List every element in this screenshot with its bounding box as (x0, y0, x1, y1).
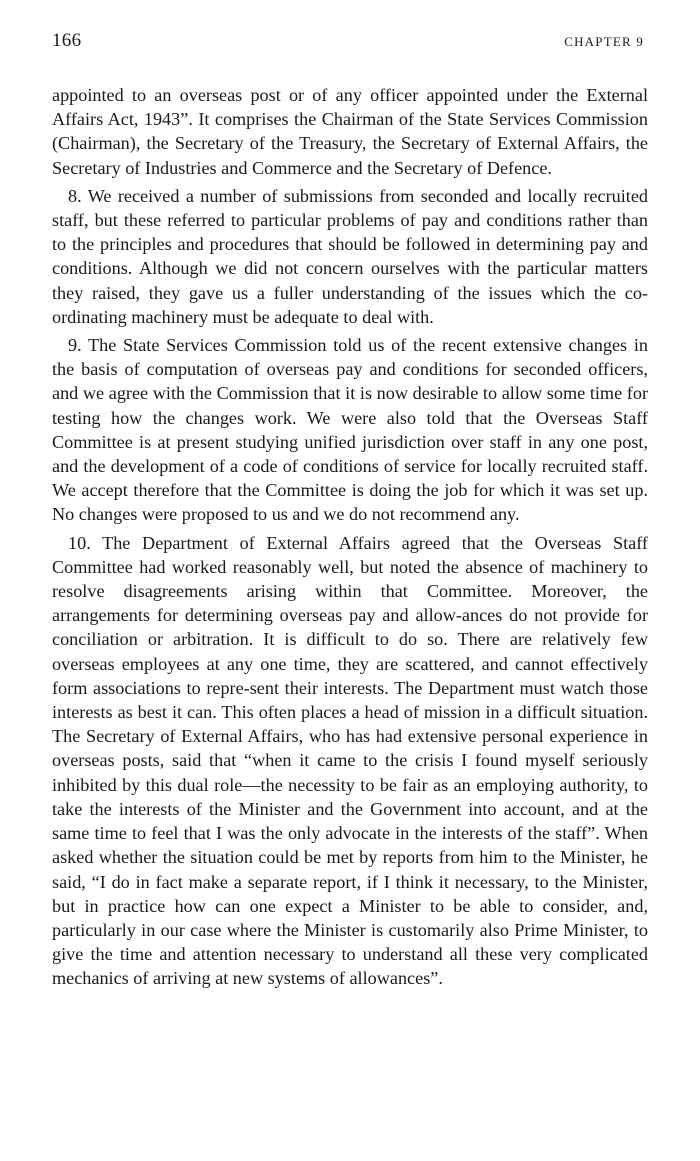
paragraph-8: 8. We received a number of submissions from seconded and locally recruited staff, but these referred to particular problems of pay and conditions rather than to the principles and procedures that should be followed in determining pay and conditions. Although we did not concern ourselves with the particular matters they raised, they gave us a fuller understanding of the issues which the co-ordinating machinery must be adequate to deal with. (52, 185, 648, 327)
document-page (52, 30, 648, 995)
page-number: 166 (52, 30, 82, 51)
paragraph-continuation: appointed to an overseas post or of any officer appointed under the External Affairs Act, 1943”. It comprises the Chairman of the State Services Commission (Chairman), the Secretary of the Treasury, the Secretary of External Affairs, the Secretary of Industries and Commerce and the Secretary of Defence. (52, 85, 648, 178)
chapter-label: CHAPTER 9 (564, 34, 644, 49)
running-head (52, 30, 648, 62)
paragraph-10: 10. The Department of External Affairs agreed that the Overseas Staff Committee had worked reasonably well, but noted the absence of machinery to resolve disagreements arising within that Committee. Moreover, the arrangements for determining overseas pay and allow-ances do not provide for conciliation or arbitration. It is difficult to do so. There are relatively few overseas employees at any one time, they are scattered, and cannot effectively form associations to repre-sent their interests. The Department must watch those interests as best it can. This often places a head of mission in a difficult situation. The Secretary of External Affairs, who has had extensive personal experience in overseas posts, said that “when it came to the crisis I found myself seriously inhibited by this dual role—the necessity to be fair as an employing authority, to take the interests of the Minister and the Government into account, and at the same time to feel that I was the only advocate in the interests of the staff”. When asked whether the situation could be met by reports from him to the Minister, he said, “I do in fact make a separate report, if I think it necessary, to the Minister, but in practice how can one expect a Minister to be able to consider, and, particularly in our case where the Minister is customarily also Prime Minister, to give the time and attention necessary to understand all these very complicated mechanics of arriving at new systems of allowances”. (52, 532, 648, 989)
paragraph-9: 9. The State Services Commission told us of the recent extensive changes in the basis of computation of overseas pay and conditions for seconded officers, and we agree with the Commission that it is now desirable to allow some time for testing how the changes work. We were also told that the Overseas Staff Committee is at present studying unified jurisdiction over staff in any one post, and the development of a code of conditions of service for locally recruited staff. We accept therefore that the Committee is doing the job for which it was set up. No changes were proposed to us and we do not recommend any. (52, 335, 648, 525)
body-text (52, 83, 648, 991)
